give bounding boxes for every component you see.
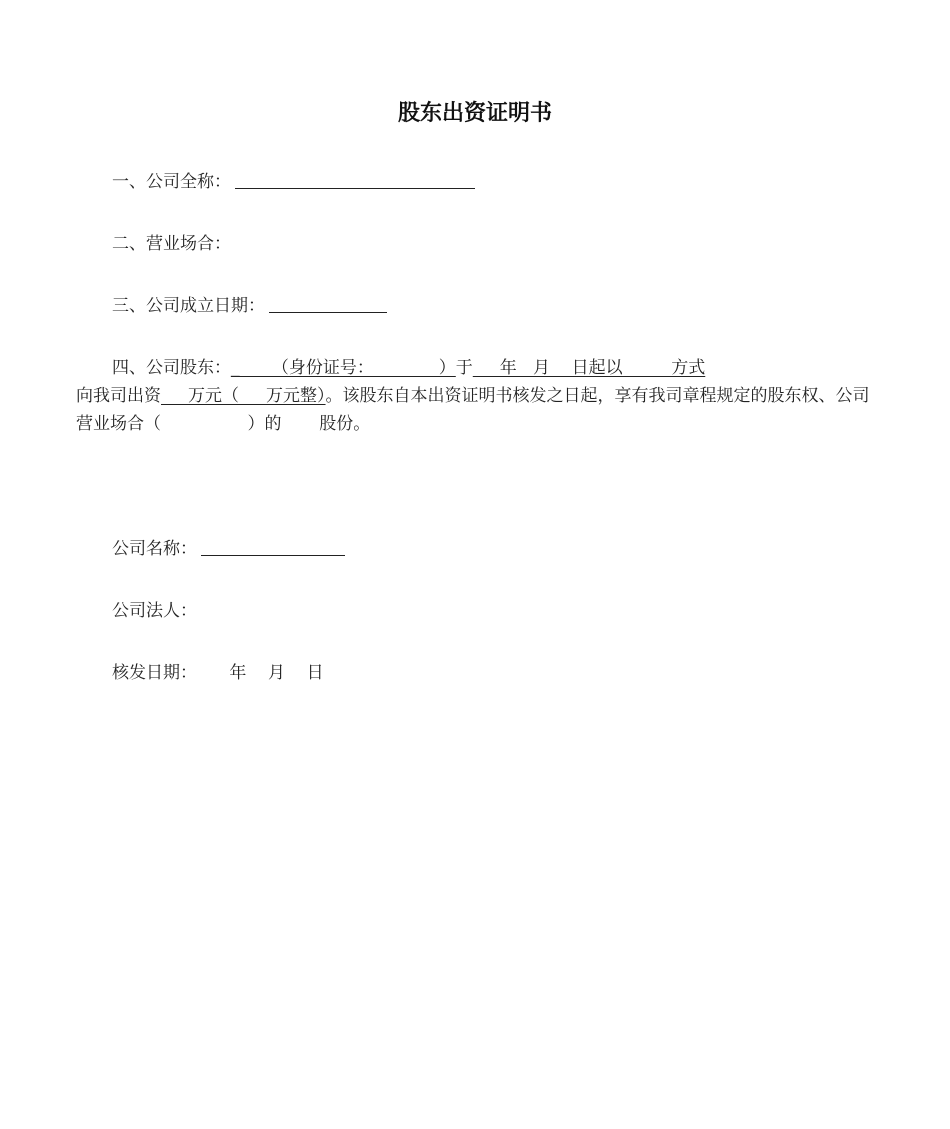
shareholder-text-1: 于 [455, 358, 473, 378]
business-premises-line [112, 231, 231, 257]
issue-date-line [112, 660, 324, 686]
company-name-label: 公司名称： [112, 539, 197, 559]
document-title: 股东出资证明书 [397, 101, 552, 126]
contribution-amount-blank: 万元（ 万元整） [161, 386, 326, 406]
issue-date-value: 年 月 日 [197, 663, 324, 683]
shareholder-text-3: 。该股东自本出资证明书核发之日起，享有我司章程规定的股东权、公司营业场合（ ）的 股份。 [76, 386, 870, 434]
established-date-line [112, 293, 387, 319]
shareholder-label: 四、公司股东： [112, 358, 231, 378]
company-fullname-line [112, 169, 475, 195]
company-name-line [112, 536, 345, 562]
shareholder-paragraph [76, 354, 876, 438]
legal-person-label: 公司法人： [112, 601, 197, 621]
company-name-blank [201, 537, 345, 556]
shareholder-text-2: 向我司出资 [76, 386, 161, 406]
company-fullname-label: 一、公司全称： [112, 172, 231, 192]
issue-date-label: 核发日期： [112, 663, 197, 683]
business-premises-label: 二、营业场合： [112, 234, 231, 254]
legal-person-line [112, 598, 197, 624]
established-date-label: 三、公司成立日期： [112, 296, 265, 316]
shareholder-id-blank: _ （身份证号： ） [231, 358, 456, 378]
company-fullname-blank [235, 170, 475, 189]
contribution-date-method-blank: 年 月 日起以 方式 [472, 358, 706, 378]
established-date-blank [269, 294, 387, 313]
